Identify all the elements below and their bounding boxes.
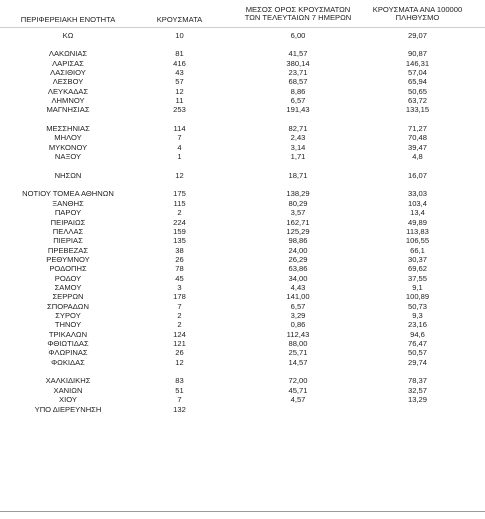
- seven-day-average-cell: 6,00: [290, 30, 306, 40]
- seven-day-average-cell: 1,71: [290, 152, 306, 162]
- cases-cell: 1: [177, 152, 182, 162]
- region-cell: ΛΑΣΙΘΙΟΥ: [50, 67, 86, 77]
- region-cell: ΛΗΜΝΟΥ: [51, 95, 85, 105]
- cases-cell: 121: [173, 339, 186, 349]
- region-cell: ΠΕΙΡΑΙΩΣ: [50, 217, 86, 227]
- cases-per-100k-cell: 113,83: [406, 226, 429, 236]
- header-seven-day-average-line-1: ΜΕΣΟΣ ΟΡΟΣ ΚΡΟΥΣΜΑΤΩΝ: [245, 5, 351, 14]
- cases-cell: 115: [173, 198, 186, 208]
- cases-cell: 7: [177, 133, 182, 143]
- cases-per-100k-cell: 94,6: [410, 329, 425, 339]
- cases-cell: 7: [177, 301, 182, 311]
- header-cases-per-100k: [361, 6, 474, 23]
- region-cell: ΜΕΣΣΗΝΙΑΣ: [46, 124, 90, 133]
- table-row: [0, 292, 485, 301]
- table-row: [0, 274, 485, 283]
- cases-cell: 12: [175, 170, 184, 180]
- seven-day-average-cell: 141,00: [286, 292, 310, 302]
- cases-per-100k-cell: 71,27: [407, 124, 427, 133]
- table-row: [0, 124, 485, 133]
- table-row: [0, 40, 485, 49]
- region-cell: ΧΑΝΙΩΝ: [53, 385, 83, 395]
- header-cases-per-100k-line-1: ΚΡΟΥΣΜΑΤΑ ΑΝΑ 100000: [372, 5, 463, 14]
- region-cell: ΡΟΔΟΥ: [54, 273, 82, 283]
- cases-cell: 114: [173, 124, 186, 133]
- cases-per-100k-cell: 66,1: [410, 245, 425, 255]
- cases-cell: 175: [173, 189, 186, 199]
- cases-per-100k-cell: 32,57: [407, 385, 427, 395]
- seven-day-average-cell: 3,14: [290, 142, 306, 152]
- table-row: [0, 255, 485, 264]
- cases-cell: 178: [173, 292, 186, 302]
- cases-per-100k-cell: 57,04: [407, 67, 427, 77]
- seven-day-average-cell: 6,57: [290, 301, 306, 311]
- table-row: [0, 358, 485, 367]
- region-cell: ΞΑΝΘΗΣ: [52, 198, 84, 208]
- seven-day-average-cell: 24,00: [288, 245, 308, 255]
- cases-cell: 2: [177, 208, 182, 218]
- table-row: [0, 339, 485, 348]
- seven-day-average-cell: 82,71: [288, 124, 308, 133]
- cases-cell: 51: [175, 385, 184, 395]
- region-cell: ΦΩΚΙΔΑΣ: [51, 357, 85, 367]
- region-cell: ΜΗΛΟΥ: [54, 133, 82, 143]
- cases-cell: 10: [175, 30, 184, 40]
- cases-cell: 224: [173, 217, 186, 227]
- cases-per-100k-cell: 65,94: [407, 77, 427, 87]
- cases-cell: 43: [175, 67, 184, 77]
- header-seven-day-average: [240, 6, 356, 23]
- cases-cell: 132: [173, 404, 186, 414]
- cases-per-100k-cell: 146,31: [405, 58, 430, 68]
- seven-day-average-cell: 88,00: [288, 339, 308, 349]
- region-cell: ΠΑΡΟΥ: [54, 208, 82, 218]
- seven-day-average-cell: 14,57: [288, 357, 308, 367]
- cases-cell: 7: [177, 395, 182, 405]
- seven-day-average-cell: 63,86: [288, 264, 308, 274]
- table-row: [0, 59, 485, 68]
- cases-per-100k-cell: 70,48: [407, 133, 427, 143]
- region-cell: ΣΑΜΟΥ: [54, 282, 82, 292]
- table-row: [0, 31, 485, 40]
- table-row: [0, 161, 485, 170]
- seven-day-average-cell: 4,43: [290, 282, 306, 292]
- seven-day-average-cell: 6,57: [290, 95, 306, 105]
- cases-cell: 124: [173, 329, 186, 339]
- seven-day-average-cell: 0,86: [290, 320, 306, 330]
- seven-day-average-cell: 138,29: [286, 189, 310, 199]
- cases-per-100k-cell: 29,07: [407, 30, 427, 40]
- seven-day-average-cell: 18,71: [288, 170, 308, 180]
- seven-day-average-cell: 34,00: [288, 273, 308, 283]
- table-row: [0, 49, 485, 58]
- cases-per-100k-cell: 33,03: [407, 189, 427, 199]
- seven-day-average-cell: 45,71: [288, 385, 308, 395]
- cases-cell: 38: [175, 245, 184, 255]
- seven-day-average-cell: 3,29: [290, 311, 306, 320]
- header-divider: [0, 27, 485, 28]
- cases-cell: 57: [175, 77, 184, 87]
- table-row: [0, 302, 485, 311]
- header-seven-day-average-line-2: ΤΩΝ ΤΕΛΕΥΤΑΙΩΝ 7 ΗΜΕΡΩΝ: [244, 13, 352, 23]
- cases-per-100k-cell: 50,65: [407, 86, 427, 96]
- table-row: [0, 96, 485, 105]
- region-cell: ΦΛΩΡΙΝΑΣ: [48, 348, 88, 358]
- seven-day-average-cell: 23,71: [288, 67, 308, 77]
- cases-cell: 45: [175, 273, 184, 283]
- cases-cell: 4: [177, 142, 182, 152]
- region-cell: ΡΕΘΥΜΝΟΥ: [46, 254, 90, 264]
- cases-per-100k-cell: 16,07: [407, 170, 427, 180]
- cases-cell: 2: [177, 320, 182, 330]
- cases-per-100k-cell: 23,16: [407, 320, 427, 330]
- table-row: [0, 68, 485, 77]
- cases-per-100k-cell: 9,3: [412, 311, 423, 320]
- table-row: [0, 199, 485, 208]
- table-row: [0, 405, 485, 414]
- seven-day-average-cell: 162,71: [286, 217, 310, 227]
- cases-cell: 26: [175, 348, 184, 358]
- seven-day-average-cell: 3,57: [290, 208, 306, 218]
- region-cell: ΡΟΔΟΠΗΣ: [49, 264, 87, 274]
- table-row: [0, 330, 485, 339]
- region-cell: ΝΗΣΩΝ: [54, 170, 82, 180]
- cases-per-100k-cell: 69,62: [407, 264, 427, 274]
- table-row: [0, 376, 485, 385]
- table-row: [0, 171, 485, 180]
- table-row: [0, 208, 485, 217]
- cases-per-100k-cell: 4,8: [412, 152, 423, 162]
- header-cases: ΚΡΟΥΣΜΑΤΑ: [156, 15, 203, 24]
- region-cell: ΣΕΡΡΩΝ: [52, 292, 84, 302]
- region-cell: ΜΥΚΟΝΟΥ: [48, 142, 88, 152]
- seven-day-average-cell: 72,00: [288, 376, 308, 386]
- seven-day-average-cell: 8,86: [290, 86, 306, 96]
- table-row: [0, 105, 485, 114]
- table-row: [0, 115, 485, 124]
- table-row: [0, 133, 485, 142]
- cases-per-100k-cell: 50,73: [407, 301, 427, 311]
- seven-day-average-cell: 41,57: [288, 49, 308, 59]
- region-cell: ΛΕΥΚΑΔΑΣ: [47, 86, 89, 96]
- region-cell: ΣΠΟΡΑΔΩΝ: [47, 301, 89, 311]
- table-row: [0, 367, 485, 376]
- cases-cell: 12: [175, 86, 184, 96]
- table-row: [0, 283, 485, 292]
- table-row: [0, 320, 485, 329]
- cases-per-100k-cell: 76,47: [407, 339, 427, 349]
- table-row: [0, 386, 485, 395]
- table-row: [0, 236, 485, 245]
- region-cell: ΝΑΞΟΥ: [54, 152, 82, 162]
- region-cell: ΛΑΚΩΝΙΑΣ: [48, 49, 88, 59]
- cases-cell: 3: [177, 282, 182, 292]
- header-cases-per-100k-line-2: ΠΛΗΘΥΣΜΟ: [395, 13, 440, 23]
- cases-cell: 2: [177, 311, 182, 320]
- region-cell: ΣΥΡΟΥ: [55, 311, 81, 320]
- region-cell: ΝΟΤΙΟΥ ΤΟΜΕΑ ΑΘΗΝΩΝ: [22, 189, 114, 199]
- cases-cell: 78: [175, 264, 184, 274]
- region-cell: ΤΡΙΚΑΛΩΝ: [48, 329, 88, 339]
- seven-day-average-cell: 98,86: [288, 236, 308, 246]
- cases-cell: 416: [173, 58, 186, 68]
- table-row: [0, 180, 485, 189]
- cases-per-100k-cell: 49,89: [407, 217, 427, 227]
- seven-day-average-cell: 380,14: [286, 58, 310, 68]
- region-cell: ΚΩ: [62, 30, 74, 40]
- seven-day-average-cell: 68,57: [288, 77, 308, 87]
- cases-per-100k-cell: 13,4: [410, 208, 425, 218]
- cases-per-100k-cell: 100,89: [405, 292, 430, 302]
- cases-per-100k-cell: 29,74: [407, 357, 427, 367]
- seven-day-average-cell: 112,43: [286, 329, 310, 339]
- bottom-divider: [0, 511, 485, 512]
- table-row: [0, 348, 485, 357]
- region-cell: ΧΙΟΥ: [59, 395, 77, 405]
- cases-per-100k-cell: 9,1: [412, 282, 423, 292]
- table-row: [0, 77, 485, 86]
- table-row: [0, 395, 485, 404]
- table-row: [0, 227, 485, 236]
- seven-day-average-cell: 125,29: [286, 226, 310, 236]
- table-row: [0, 152, 485, 161]
- region-cell: ΧΑΛΚΙΔΙΚΗΣ: [45, 376, 91, 386]
- region-cell: ΜΑΓΝΗΣΙΑΣ: [46, 105, 90, 115]
- cases-per-100k-cell: 39,47: [407, 142, 427, 152]
- seven-day-average-cell: 191,43: [286, 105, 310, 115]
- region-cell: ΤΗΝΟΥ: [54, 320, 82, 330]
- cases-cell: 12: [175, 357, 184, 367]
- seven-day-average-cell: 4,57: [290, 395, 306, 405]
- region-cell: ΦΘΙΩΤΙΔΑΣ: [47, 339, 89, 349]
- cases-per-100k-cell: 30,37: [407, 254, 427, 264]
- region-cell: ΥΠΟ ΔΙΕΡΕΥΝΗΣΗ: [34, 404, 102, 414]
- table-row: [0, 218, 485, 227]
- table-row: [0, 87, 485, 96]
- table-row: [0, 311, 485, 320]
- cases-per-100k-cell: 50,57: [407, 348, 427, 358]
- cases-per-100k-cell: 133,15: [405, 105, 430, 115]
- cases-cell: 83: [175, 376, 184, 386]
- cases-per-100k-cell: 63,72: [407, 95, 427, 105]
- seven-day-average-cell: 2,43: [290, 133, 306, 143]
- cases-cell: 81: [175, 49, 184, 59]
- cases-per-100k-cell: 106,55: [405, 236, 430, 246]
- cases-per-100k-cell: 78,37: [407, 376, 427, 386]
- region-cell: ΠΙΕΡΙΑΣ: [53, 236, 83, 246]
- table-row: [0, 189, 485, 198]
- seven-day-average-cell: 80,29: [288, 198, 308, 208]
- region-cell: ΠΡΕΒΕΖΑΣ: [47, 245, 89, 255]
- table-row: [0, 143, 485, 152]
- header-region: ΠΕΡΙΦΕΡΕΙΑΚΗ ΕΝΟΤΗΤΑ: [20, 15, 116, 24]
- seven-day-average-cell: 26,29: [288, 254, 308, 264]
- cases-per-100k-cell: 103,4: [407, 198, 427, 208]
- cases-cell: 26: [175, 254, 184, 264]
- cases-cell: 253: [173, 105, 186, 115]
- region-cell: ΛΑΡΙΣΑΣ: [52, 58, 84, 68]
- cases-per-100k-cell: 90,87: [407, 49, 427, 59]
- cases-per-100k-cell: 37,55: [407, 273, 427, 283]
- table-row: [0, 264, 485, 273]
- region-cell: ΠΕΛΛΑΣ: [52, 226, 84, 236]
- region-cell: ΛΕΣΒΟΥ: [52, 77, 84, 87]
- seven-day-average-cell: 25,71: [288, 348, 308, 358]
- cases-cell: 159: [173, 226, 186, 236]
- cases-per-100k-cell: 13,29: [407, 395, 427, 405]
- cases-cell: 135: [173, 236, 186, 246]
- cases-cell: 11: [175, 95, 184, 105]
- table-row: [0, 246, 485, 255]
